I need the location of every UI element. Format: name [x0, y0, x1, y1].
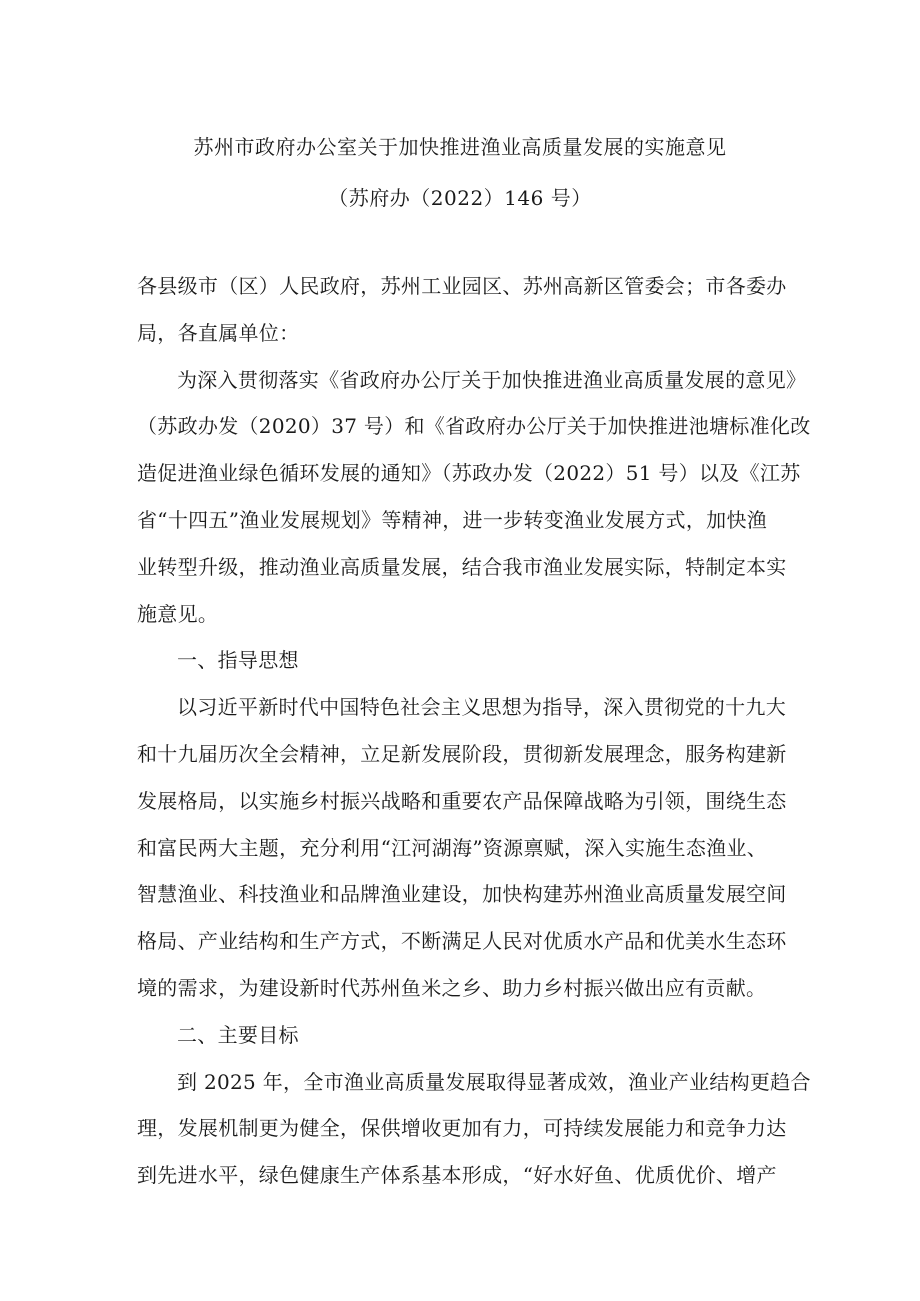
document-title: 苏州市政府办公室关于加快推进渔业高质量发展的实施意见 — [193, 135, 727, 159]
text-line: 一、指导思想 — [177, 648, 299, 673]
text-line: 到 2025 年，全市渔业高质量发展取得显著成效，渔业产业结构更趋合 — [177, 1069, 811, 1094]
text-line: 以习近平新时代中国特色社会主义思想为指导，深入贯彻党的十九大 — [177, 695, 786, 720]
text-line: 各县级市（区）人民政府，苏州工业园区、苏州高新区管委会；市各委办 — [137, 274, 787, 298]
text-line: 省“十四五”渔业发展规划》等精神，进一步转变渔业发展方式，加快渔 — [137, 507, 768, 532]
text-line: 二、主要目标 — [177, 1022, 299, 1047]
text-line: 到先进水平，绿色健康生产体系基本形成，“好水好鱼、优质优价、增产 — [137, 1163, 777, 1188]
text-line: 造促进渔业绿色循环发展的通知》（苏政办发（2022）51 号）以及《江苏 — [137, 461, 801, 486]
text-line: 格局、产业结构和生产方式，不断满足人民对优质水产品和优美水生态环 — [137, 929, 787, 954]
text-line: 业转型升级，推动渔业高质量发展，结合我市渔业发展实际，特制定本实 — [137, 554, 787, 579]
text-line: 理，发展机制更为健全，保供增收更加有力，可持续发展能力和竞争力达 — [137, 1116, 787, 1141]
document-body — [137, 263, 811, 1199]
text-line: 为深入贯彻落实《省政府办公厅关于加快推进渔业高质量发展的意见》 — [177, 367, 807, 392]
text-line: 境的需求，为建设新时代苏州鱼米之乡、助力乡村振兴做出应有贡献。 — [137, 975, 767, 1000]
text-line: 智慧渔业、科技渔业和品牌渔业建设，加快构建苏州渔业高质量发展空间 — [137, 882, 787, 907]
text-line: 和富民两大主题，充分利用“江河湖海”资源禀赋，深入实施生态渔业、 — [137, 835, 768, 860]
text-line: 施意见。 — [137, 601, 219, 626]
text-line: 发展格局，以实施乡村振兴战略和重要农产品保障战略为引领，围绕生态 — [137, 788, 787, 813]
document-number: （苏府办（2022）146 号） — [328, 186, 592, 210]
text-line: （苏政办发（2020）37 号）和《省政府办公厅关于加快推进池塘标准化改 — [137, 414, 811, 439]
text-line: 局，各直属单位： — [137, 320, 300, 345]
text-line: 和十九届历次全会精神，立足新发展阶段，贯彻新发展理念，服务构建新 — [137, 741, 787, 766]
